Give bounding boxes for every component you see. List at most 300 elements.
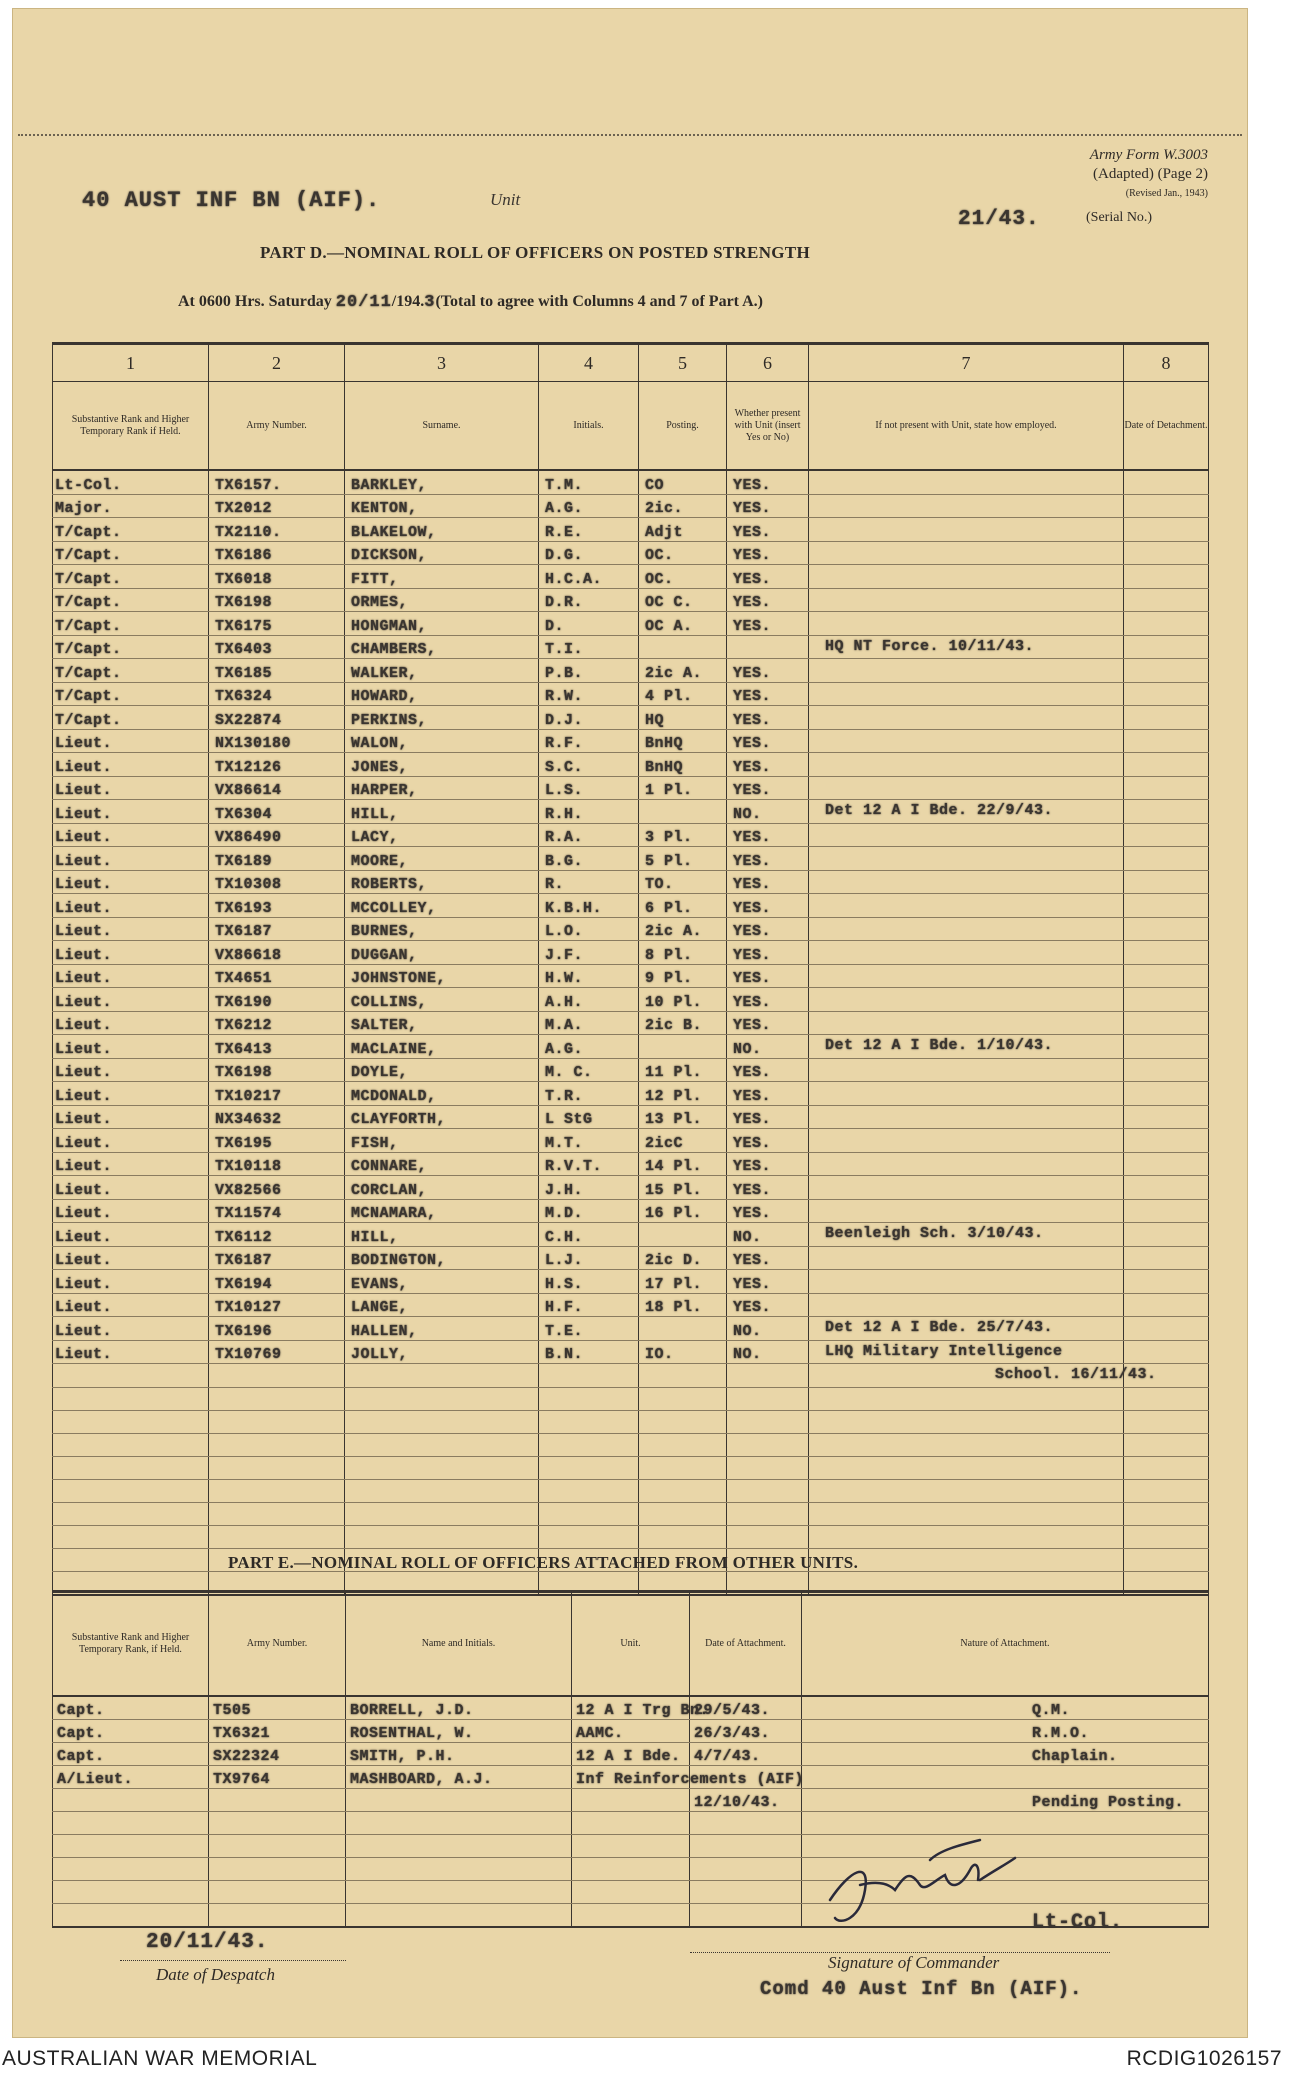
cell-initials <box>539 1152 639 1176</box>
cell-value: OC C. <box>645 594 693 611</box>
cell-value: A.H. <box>545 993 584 1011</box>
blank-cell <box>209 1456 345 1479</box>
cell-value: 6 Pl. <box>645 899 693 917</box>
cell-posting <box>639 1105 727 1129</box>
cell-surname <box>345 917 539 941</box>
cell-initials <box>539 753 639 777</box>
blank-row <box>53 1858 1209 1881</box>
cell-initials <box>539 1246 639 1270</box>
column-header: If not present with Unit, state how employed. <box>809 382 1124 471</box>
column-header: Whether present with Unit (insert Yes or No) <box>727 382 809 471</box>
cell-value: R.M.O. <box>1032 1725 1090 1742</box>
cell-value: D.R. <box>545 594 584 611</box>
cell-value: MCCOLLEY, <box>351 899 437 917</box>
cell-present <box>727 1082 809 1106</box>
cell-surname <box>345 1293 539 1317</box>
cell-value: 12/10/43. <box>694 1794 780 1811</box>
cell-value: Lieut. <box>55 1299 113 1316</box>
cell-present <box>727 494 809 518</box>
employment-note: Det 12 A I Bde. 22/9/43. <box>825 802 1054 819</box>
part-e-table <box>52 1590 1209 1928</box>
cell-value: H.S. <box>545 1275 584 1293</box>
employment-note: Det 12 A I Bde. 25/7/43. <box>825 1319 1054 1336</box>
roll-row <box>53 1058 1209 1082</box>
cell-value: BnHQ <box>645 735 684 752</box>
cell-value: SX22874 <box>215 711 282 729</box>
cell-value: YES. <box>733 476 772 494</box>
cell-value: Adjt <box>645 523 684 541</box>
cell-rank <box>53 729 209 753</box>
cell-value: 2ic B. <box>645 1017 703 1034</box>
year-digit: 3 <box>424 293 436 312</box>
cell-value: VX86614 <box>215 782 282 799</box>
cell-value: TX6157. <box>215 476 282 494</box>
cell-initials <box>539 964 639 988</box>
cell-present <box>727 1317 809 1341</box>
cell-value: TX10308 <box>215 876 282 893</box>
cell-name <box>346 1766 572 1789</box>
blank-cell <box>690 1904 802 1928</box>
blank-cell <box>345 1387 539 1410</box>
cell-num <box>209 800 345 824</box>
column-header: Surname. <box>345 382 539 471</box>
blank-cell <box>346 1904 572 1928</box>
cell-num <box>209 870 345 894</box>
cell-posting <box>639 729 727 753</box>
column-header: Army Number. <box>209 1592 346 1697</box>
blank-cell <box>345 1433 539 1456</box>
column-number: 6 <box>727 344 809 382</box>
cell-rank <box>53 1364 209 1388</box>
cell-value: TX6194 <box>215 1275 273 1293</box>
blank-cell <box>639 1525 727 1548</box>
cell-num <box>209 1058 345 1082</box>
cell-employment <box>809 1270 1124 1294</box>
cell-num <box>209 1270 345 1294</box>
cell-value: TX6186 <box>215 547 273 564</box>
cell-value: JOLLY, <box>351 1346 409 1363</box>
form-number: Army Form W.3003 <box>1089 147 1208 163</box>
blank-cell <box>53 1387 209 1410</box>
cell-surname <box>345 1105 539 1129</box>
cell-value: Lieut. <box>55 805 113 823</box>
cell-posting <box>639 1293 727 1317</box>
cell-value: TX2110. <box>215 523 282 541</box>
cell-detachment-date <box>1124 470 1209 494</box>
cell-rank <box>53 776 209 800</box>
cell-employment <box>809 682 1124 706</box>
cell-posting <box>639 682 727 706</box>
cell-num <box>209 470 345 494</box>
cell-present <box>727 1152 809 1176</box>
cell-initials <box>539 659 639 683</box>
cell-detachment-date <box>1124 823 1209 847</box>
cell-value: HILL, <box>351 1228 399 1246</box>
employment-note: Beenleigh Sch. 3/10/43. <box>825 1225 1044 1242</box>
cell-initials <box>539 1223 639 1247</box>
cell-value: YES. <box>733 735 772 752</box>
column-header: Army Number. <box>209 382 345 471</box>
cell-num <box>209 847 345 871</box>
cell-detachment-date <box>1124 800 1209 824</box>
cell-surname <box>345 1176 539 1200</box>
cell-value: YES. <box>733 1299 772 1316</box>
cell-posting <box>639 1011 727 1035</box>
column-number: 7 <box>809 344 1124 382</box>
cell-present <box>727 1223 809 1247</box>
cell-num <box>209 753 345 777</box>
employment-note: Det 12 A I Bde. 1/10/43. <box>825 1037 1054 1054</box>
cell-detachment-date <box>1124 1270 1209 1294</box>
roll-row <box>53 1105 1209 1129</box>
cell-rank <box>53 1129 209 1153</box>
cell-value: R. <box>545 876 565 893</box>
cell-initials <box>539 988 639 1012</box>
cell-value: L StG <box>545 1111 593 1128</box>
cell-posting <box>639 1129 727 1153</box>
cell-value: TX9764 <box>213 1771 271 1788</box>
cell-surname <box>345 847 539 871</box>
blank-cell <box>1124 1548 1209 1571</box>
blank-cell <box>53 1456 209 1479</box>
cell-present <box>727 1129 809 1153</box>
cell-value: T/Capt. <box>55 523 122 541</box>
blank-cell <box>1124 1502 1209 1525</box>
column-header: Initials. <box>539 382 639 471</box>
cell-posting <box>639 1082 727 1106</box>
cell-value: Lieut. <box>55 1205 113 1222</box>
cell-detachment-date <box>1124 1317 1209 1341</box>
cell-value: YES. <box>733 1111 772 1128</box>
cell-value: TX4651 <box>215 970 273 987</box>
cell-employment <box>809 1152 1124 1176</box>
cell-initials <box>539 470 639 494</box>
cell-value: Lieut. <box>55 1134 113 1152</box>
cell-posting <box>639 1058 727 1082</box>
cell-value: YES. <box>733 1017 772 1034</box>
cell-detachment-date <box>1124 729 1209 753</box>
blank-cell <box>53 1881 209 1904</box>
blank-cell <box>346 1858 572 1881</box>
roll-row <box>53 988 1209 1012</box>
cell-surname <box>345 1199 539 1223</box>
cell-detachment-date <box>1124 1105 1209 1129</box>
cell-rank <box>53 541 209 565</box>
cell-detachment-date <box>1124 682 1209 706</box>
roll-row <box>53 682 1209 706</box>
unit-label: Unit <box>490 190 521 209</box>
cell-present <box>727 1035 809 1059</box>
cell-employment <box>809 729 1124 753</box>
blank-cell <box>727 1502 809 1525</box>
cell-rank <box>53 588 209 612</box>
cell-posting <box>639 1270 727 1294</box>
blank-cell <box>346 1812 572 1835</box>
cell-present <box>727 565 809 589</box>
cell-value: Lieut. <box>55 923 113 940</box>
cell-value: YES. <box>733 500 772 517</box>
blank-cell <box>639 1433 727 1456</box>
cell-rank <box>53 494 209 518</box>
cell-value: R.H. <box>545 805 584 823</box>
cell-value: 11 Pl. <box>645 1064 703 1081</box>
blank-cell <box>639 1410 727 1433</box>
cell-num <box>209 1743 346 1766</box>
cell-num <box>209 1340 345 1364</box>
cell-value: TX6198 <box>215 594 273 611</box>
cell-value: YES. <box>733 899 772 917</box>
signature-label: Signature of Commander <box>828 1953 1000 1972</box>
blank-cell <box>572 1812 690 1835</box>
cell-posting <box>639 494 727 518</box>
cell-num <box>209 1720 346 1743</box>
blank-cell <box>690 1881 802 1904</box>
cell-posting <box>639 988 727 1012</box>
attached-row <box>53 1696 1209 1720</box>
cell-value: TX10217 <box>215 1087 282 1105</box>
cell-posting <box>639 1364 727 1388</box>
cell-value: TX6413 <box>215 1040 273 1058</box>
cell-posting <box>639 917 727 941</box>
cell-value: A.G. <box>545 1040 584 1058</box>
cell-value: YES. <box>733 1064 772 1081</box>
employment-note: LHQ Military Intelligence <box>825 1342 1063 1360</box>
roll-row <box>53 1364 1209 1388</box>
cell-present <box>727 706 809 730</box>
cell-value: Lieut. <box>55 970 113 987</box>
cell-value: YES. <box>733 852 772 870</box>
blank-cell <box>53 1410 209 1433</box>
roll-row <box>53 964 1209 988</box>
cell-value: TX6212 <box>215 1017 273 1034</box>
column-header: Substantive Rank and Higher Temporary Rank, if Held. <box>53 1592 209 1697</box>
cell-rank <box>53 894 209 918</box>
cell-surname <box>345 518 539 542</box>
cell-value: YES. <box>733 923 772 940</box>
cell-value: TX6403 <box>215 641 273 658</box>
cell-value: 8 Pl. <box>645 946 693 964</box>
cell-value: Lieut. <box>55 899 113 917</box>
cell-value: 15 Pl. <box>645 1181 703 1199</box>
attached-row <box>53 1720 1209 1743</box>
cell-unit <box>572 1743 690 1766</box>
blank-row <box>53 1502 1209 1525</box>
cell-value: TX6187 <box>215 923 273 940</box>
cell-detachment-date <box>1124 1246 1209 1270</box>
cell-num <box>209 1176 345 1200</box>
cell-initials <box>539 1105 639 1129</box>
cell-detachment-date <box>1124 588 1209 612</box>
cell-present <box>727 729 809 753</box>
cell-initials <box>539 776 639 800</box>
cell-value: Lieut. <box>55 758 113 776</box>
roll-row <box>53 541 1209 565</box>
cell-value: MCDONALD, <box>351 1087 437 1105</box>
blank-cell <box>572 1835 690 1858</box>
blank-cell <box>690 1858 802 1881</box>
cell-value: LANGE, <box>351 1299 409 1316</box>
cell-value: Inf Reinforcements (AIF) <box>576 1771 805 1788</box>
blank-cell <box>809 1387 1124 1410</box>
cell-employment <box>809 964 1124 988</box>
cell-num <box>209 494 345 518</box>
cell-value: 12 A I Trg Bn. <box>576 1702 710 1719</box>
cell-nature <box>802 1696 1209 1720</box>
cell-num <box>209 1105 345 1129</box>
cell-value: CLAYFORTH, <box>351 1111 447 1128</box>
blank-cell <box>639 1502 727 1525</box>
cell-detachment-date <box>1124 494 1209 518</box>
cell-surname <box>345 470 539 494</box>
cell-value: 12 Pl. <box>645 1087 703 1105</box>
cell-initials <box>539 1270 639 1294</box>
cell-value: COLLINS, <box>351 993 428 1011</box>
blank-cell <box>1124 1456 1209 1479</box>
cell-value: R.V.T. <box>545 1158 603 1175</box>
blank-cell <box>727 1387 809 1410</box>
cell-value: L.O. <box>545 923 584 940</box>
cell-value: OC. <box>645 570 674 588</box>
cell-value: T/Capt. <box>55 594 122 611</box>
cell-posting <box>639 1176 727 1200</box>
cell-unit <box>572 1766 805 1789</box>
cell-initials <box>539 1129 639 1153</box>
blank-cell <box>209 1858 346 1881</box>
cell-detachment-date <box>1124 659 1209 683</box>
cell-value: D.J. <box>545 711 584 729</box>
cell-employment <box>809 1293 1124 1317</box>
cell-initials <box>539 1317 639 1341</box>
roll-row <box>53 470 1209 494</box>
cell-value: Lieut. <box>55 1111 113 1128</box>
cell-present <box>727 988 809 1012</box>
cell-num <box>209 565 345 589</box>
cell-employment <box>809 823 1124 847</box>
cell-num <box>209 1011 345 1035</box>
cell-value: TX6018 <box>215 570 273 588</box>
command-value: Comd 40 Aust Inf Bn (AIF). <box>760 1978 1083 2000</box>
cell-value: Lieut. <box>55 1017 113 1034</box>
cell-num <box>209 1789 346 1812</box>
column-header: Posting. <box>639 382 727 471</box>
cell-num <box>209 1364 345 1388</box>
blank-row <box>53 1433 1209 1456</box>
cell-value: BARKLEY, <box>351 476 428 494</box>
roll-row <box>53 1340 1209 1364</box>
cell-surname <box>345 988 539 1012</box>
roll-row <box>53 870 1209 894</box>
roll-row <box>53 1293 1209 1317</box>
cell-value: T/Capt. <box>55 570 122 588</box>
cell-present <box>727 776 809 800</box>
cell-num <box>209 1293 345 1317</box>
attached-row <box>53 1789 1209 1812</box>
cell-nature <box>802 1720 1209 1743</box>
cell-detachment-date <box>1124 1340 1209 1364</box>
roll-row <box>53 1317 1209 1341</box>
cell-employment <box>809 1364 1157 1388</box>
cell-date <box>690 1743 802 1766</box>
cell-value: JONES, <box>351 758 409 776</box>
blank-cell <box>345 1525 539 1548</box>
cell-value: BORRELL, J.D. <box>350 1702 474 1719</box>
commander-rank: Lt-Col. <box>1032 1911 1124 1934</box>
blank-cell <box>639 1456 727 1479</box>
blank-cell <box>727 1479 809 1502</box>
cell-value: MACLAINE, <box>351 1040 437 1058</box>
blank-row <box>53 1456 1209 1479</box>
cell-value: VX82566 <box>215 1181 282 1199</box>
cell-value: 10 Pl. <box>645 993 703 1011</box>
cell-num <box>209 1082 345 1106</box>
cell-value: ROBERTS, <box>351 876 428 893</box>
roll-row <box>53 1270 1209 1294</box>
cell-rank <box>53 823 209 847</box>
blank-cell <box>639 1387 727 1410</box>
cell-value: Lieut. <box>55 1064 113 1081</box>
cell-num <box>209 1246 345 1270</box>
cell-num <box>209 659 345 683</box>
cell-value: VX86618 <box>215 946 282 964</box>
cell-value: TX6175 <box>215 617 273 635</box>
cell-surname <box>345 1058 539 1082</box>
cell-value: 3 Pl. <box>645 829 693 846</box>
cell-detachment-date <box>1124 917 1209 941</box>
cell-value: IO. <box>645 1346 674 1363</box>
cell-initials <box>539 682 639 706</box>
cell-rank <box>53 706 209 730</box>
cell-value: H.W. <box>545 970 584 987</box>
cell-employment <box>809 706 1124 730</box>
cell-value: DICKSON, <box>351 547 428 564</box>
cell-value: Lieut. <box>55 829 113 846</box>
cell-value: TX6304 <box>215 805 273 823</box>
cell-present <box>727 917 809 941</box>
roll-row <box>53 729 1209 753</box>
cell-employment <box>809 588 1124 612</box>
cell-num <box>209 612 345 636</box>
cell-value: TX6187 <box>215 1252 273 1269</box>
cell-value: CORCLAN, <box>351 1181 428 1199</box>
cell-value <box>209 1370 215 1387</box>
column-header: Substantive Rank and Higher Temporary Rank if Held. <box>53 382 209 471</box>
cell-present <box>727 518 809 542</box>
cell-value <box>639 641 645 658</box>
roll-row <box>53 847 1209 871</box>
cell-employment <box>809 847 1124 871</box>
cell-value: YES. <box>733 570 772 588</box>
cell-num <box>209 706 345 730</box>
cell-value: K.B.H. <box>545 899 603 917</box>
blank-cell <box>539 1502 639 1525</box>
part-d-table <box>52 342 1209 1596</box>
blank-cell <box>209 1881 346 1904</box>
cell-value: HQ <box>645 711 665 729</box>
cell-detachment-date <box>1124 894 1209 918</box>
cell-present <box>727 1199 809 1223</box>
cell-present <box>727 1246 809 1270</box>
roll-date: 20/11 <box>335 293 392 312</box>
cell-value: BLAKELOW, <box>351 523 437 541</box>
cell-rank <box>53 1058 209 1082</box>
cell-value: D. <box>545 617 565 635</box>
cell-employment <box>809 894 1124 918</box>
cell-value: 2icC <box>645 1134 684 1152</box>
cell-value: 16 Pl. <box>645 1205 703 1222</box>
cell-value: YES. <box>733 1252 772 1269</box>
cell-value: R.A. <box>545 829 584 846</box>
cell-surname <box>345 941 539 965</box>
